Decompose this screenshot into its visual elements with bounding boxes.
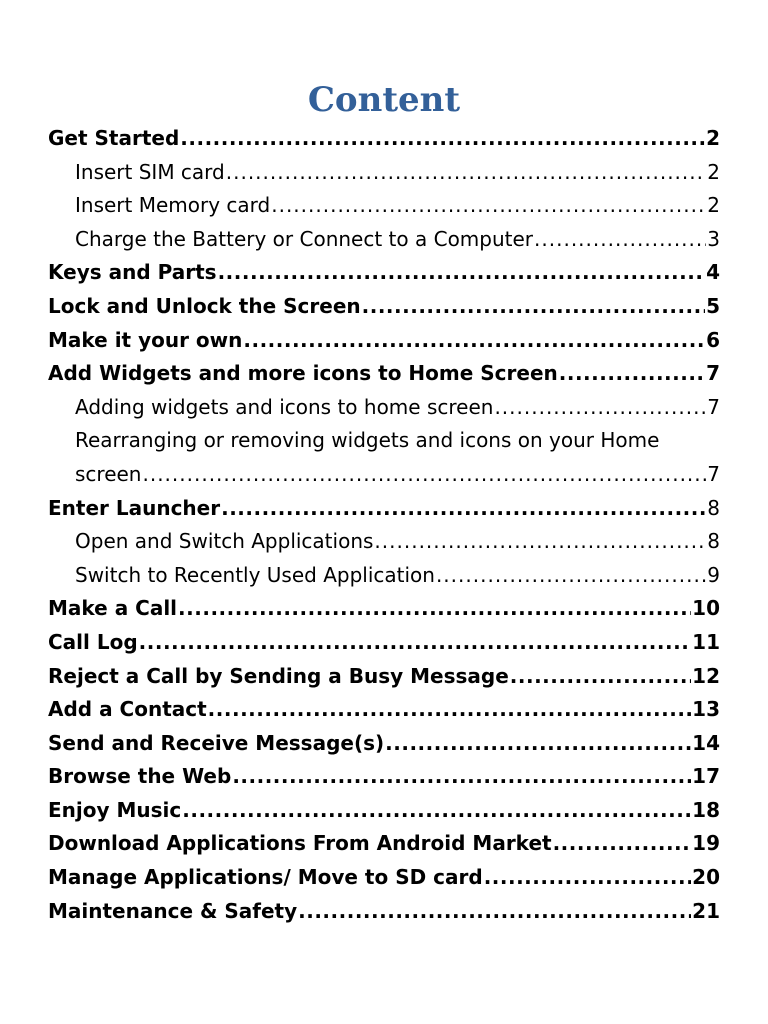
dot-leader (208, 693, 691, 727)
toc-entry-label: Switch to Recently Used Application (75, 562, 435, 587)
dot-leader (271, 189, 706, 223)
dot-leader (178, 592, 691, 626)
dot-leader (182, 794, 691, 828)
toc-page-number: 2 (707, 193, 720, 218)
toc-page-number: 12 (692, 663, 720, 688)
dot-leader (298, 895, 691, 929)
dot-leader (436, 559, 706, 593)
page-title: Content (307, 80, 461, 120)
toc-entry[interactable] (48, 256, 720, 290)
dot-leader (484, 861, 691, 895)
toc-page-number: 7 (706, 361, 720, 386)
toc-subentry[interactable] (48, 559, 720, 593)
toc-page-number: 13 (692, 697, 720, 722)
toc-entry[interactable] (48, 794, 720, 828)
toc-entry-label: Get Started (48, 126, 180, 150)
toc-subentry[interactable] (48, 391, 720, 425)
dot-leader (510, 660, 691, 694)
toc-page-number: 17 (692, 764, 720, 789)
dot-leader (243, 324, 705, 358)
toc-entry-label: Add a Contact (48, 697, 207, 722)
toc-page-number: 3 (707, 226, 720, 251)
toc-entry-label: Reject a Call by Sending a Busy Message (48, 663, 509, 688)
toc-entry-label: Add Widgets and more icons to Home Screen (48, 361, 558, 386)
toc-entry[interactable] (48, 895, 720, 929)
toc-entry[interactable] (48, 760, 720, 794)
toc-entry-label: Charge the Battery or Connect to a Computer (75, 226, 534, 251)
toc-subentry[interactable] (48, 525, 720, 559)
toc-entry-label: Lock and Unlock the Screen (48, 293, 361, 318)
toc-page-number: 8 (707, 495, 720, 520)
dot-leader (226, 156, 707, 190)
toc-entry-label: Enjoy Music (48, 797, 182, 822)
toc-entry-label: Open and Switch Applications (75, 529, 374, 554)
toc-entry-label: Enter Launcher (48, 495, 221, 520)
toc-page-number: 20 (692, 865, 720, 890)
toc-page-number: 11 (692, 629, 720, 654)
toc-page-number: 19 (692, 831, 720, 856)
toc-entry-label: Browse the Web (48, 764, 232, 789)
toc-subentry[interactable] (48, 223, 720, 257)
toc-entry-label-continued: screen (75, 461, 142, 486)
toc-entry-label: Rearranging or removing widgets and icons on your Home (75, 428, 660, 453)
dot-leader (553, 827, 692, 861)
toc-entry-label: Call Log (48, 629, 138, 654)
toc-page-number: 21 (692, 898, 720, 923)
toc-entry[interactable] (48, 626, 720, 660)
toc-entry-label: Make a Call (48, 596, 178, 621)
dot-leader (139, 626, 692, 660)
toc-entry[interactable] (48, 693, 720, 727)
toc-entry-label: Download Applications From Android Market (48, 831, 552, 856)
toc-entry[interactable] (48, 122, 720, 156)
toc-subentry-line1[interactable] (48, 424, 720, 458)
toc-subentry-line2[interactable] (48, 458, 720, 492)
toc-entry-label: Insert Memory card (75, 193, 271, 218)
toc-page-number: 9 (707, 562, 720, 587)
toc-page-number: 14 (692, 730, 720, 755)
toc-page-number: 2 (707, 159, 720, 184)
toc-entry-label: Maintenance & Safety (48, 898, 298, 923)
toc-subentry[interactable] (48, 189, 720, 223)
toc-entry-label: Manage Applications/ Move to SD card (48, 865, 483, 890)
dot-leader (362, 290, 705, 324)
toc-page-number: 7 (707, 394, 720, 419)
toc-page-number: 10 (692, 596, 720, 621)
toc-entry[interactable] (48, 290, 720, 324)
toc-entry-label: Insert SIM card (75, 159, 225, 184)
toc-entry[interactable] (48, 324, 720, 358)
dot-leader (142, 458, 706, 492)
dot-leader (232, 760, 691, 794)
toc-entry[interactable] (48, 592, 720, 626)
toc-entry[interactable] (48, 861, 720, 895)
toc-entry[interactable] (48, 727, 720, 761)
dot-leader (494, 391, 706, 425)
toc-entry[interactable] (48, 660, 720, 694)
toc-entry-label: Adding widgets and icons to home screen (75, 394, 494, 419)
dot-leader (534, 223, 706, 257)
toc-page-number: 6 (706, 327, 720, 352)
table-of-contents (48, 122, 720, 928)
toc-entry[interactable] (48, 827, 720, 861)
dot-leader (180, 122, 705, 156)
toc-entry[interactable] (48, 357, 720, 391)
dot-leader (218, 256, 706, 290)
dot-leader (385, 727, 691, 761)
dot-leader (374, 525, 706, 559)
toc-entry[interactable] (48, 492, 720, 526)
toc-page-number: 2 (706, 126, 720, 150)
toc-entry-label: Keys and Parts (48, 260, 217, 285)
toc-entry-label: Send and Receive Message(s) (48, 730, 385, 755)
toc-page-number: 7 (707, 461, 720, 486)
toc-entry-label: Make it your own (48, 327, 243, 352)
toc-page-number: 4 (706, 260, 720, 285)
toc-page-number: 5 (706, 293, 720, 318)
toc-page-number: 8 (707, 529, 720, 554)
dot-leader (559, 357, 705, 391)
dot-leader (221, 492, 706, 526)
toc-page-number: 18 (692, 797, 720, 822)
toc-subentry[interactable] (48, 156, 720, 190)
